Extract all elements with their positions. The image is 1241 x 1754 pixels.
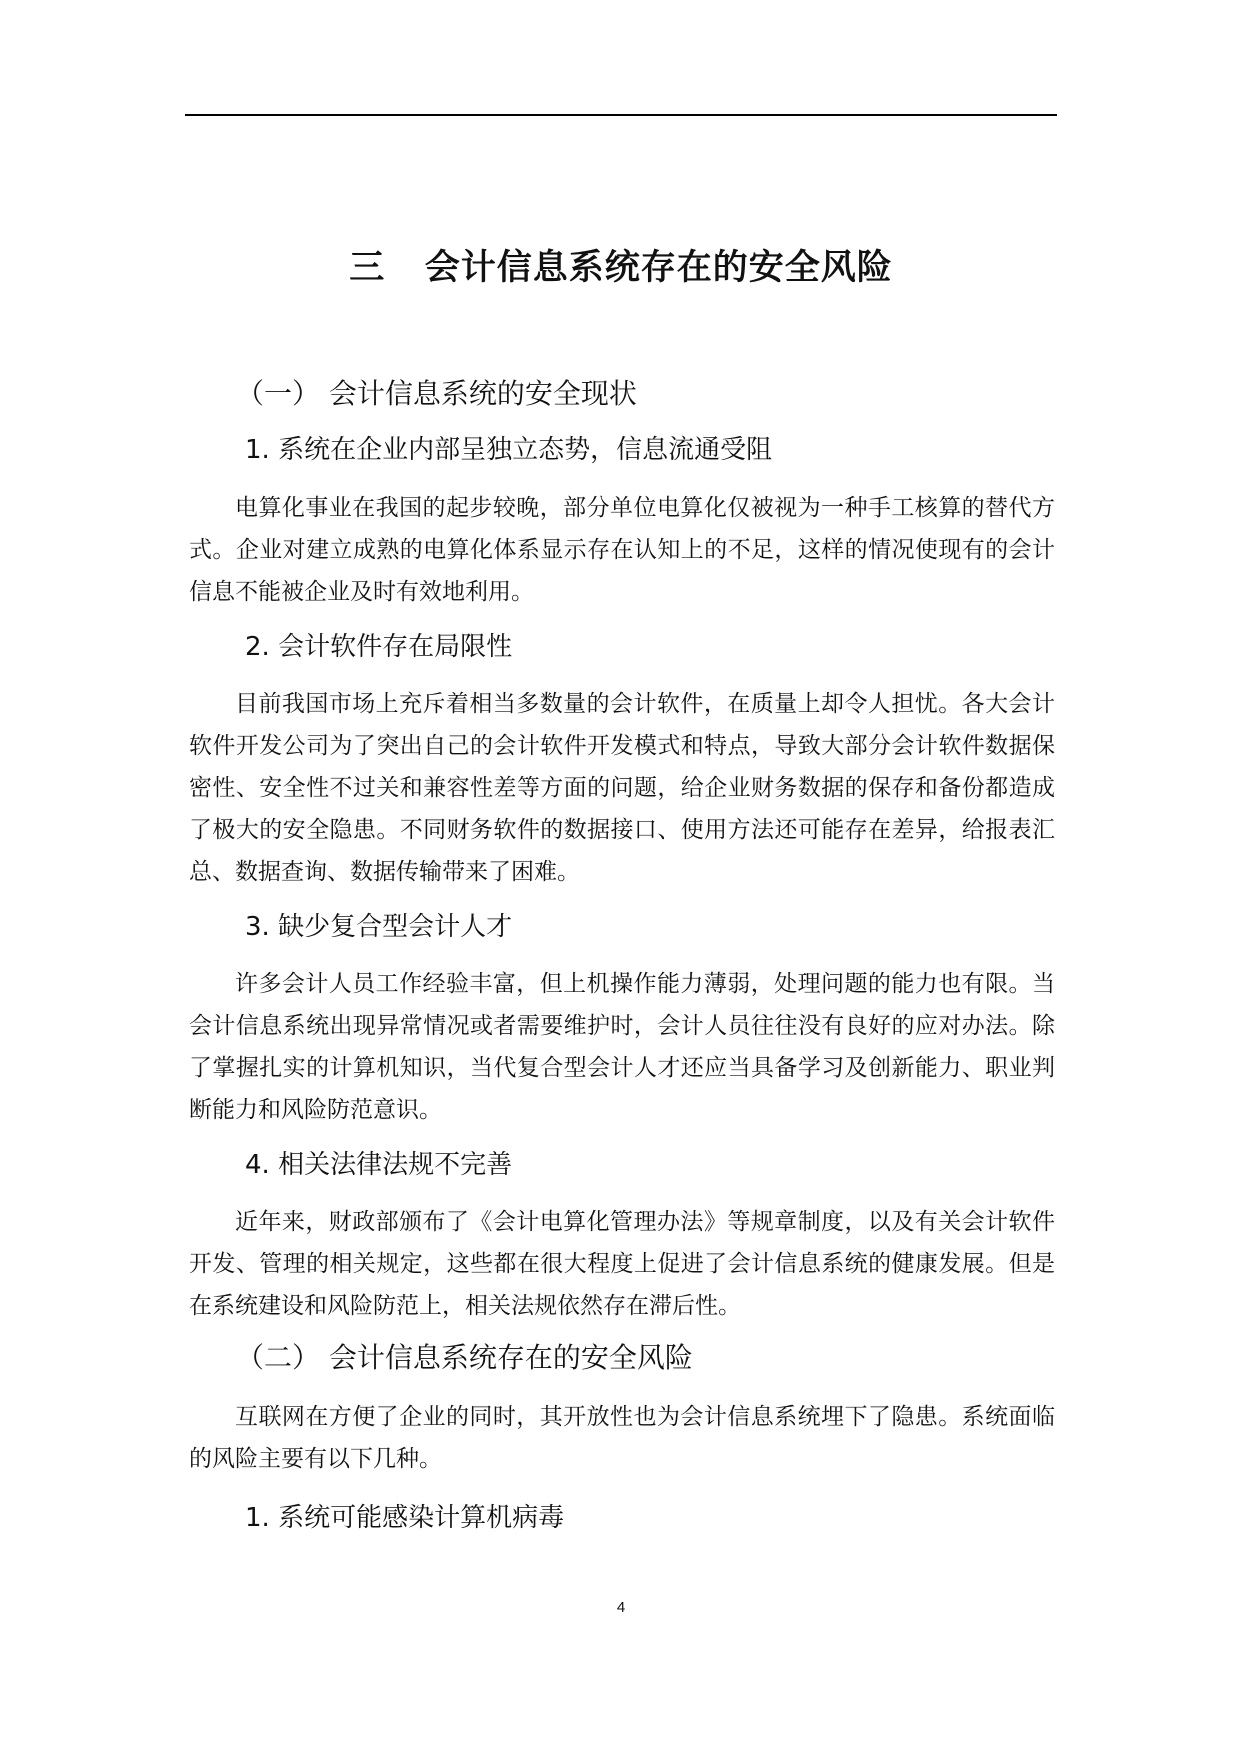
page-number: 4 [616,1599,626,1616]
paragraph-talent-shortage: 许多会计人员工作经验丰富，但上机操作能力薄弱，处理问题的能力也有限。当会计信息系统出现异常情况或者需要维护时，会计人员往往没有良好的应对办法。除了掌握扎实的计算机知识，当代复合型会计人才还应当具备学习及创新能力、职业判断能力和风险防范意识。 [189,971,1055,1123]
section-heading-security-risks: （二） 会计信息系统存在的安全风险 [236,1341,693,1374]
paragraph-regulations: 近年来，财政部颁布了《会计电算化管理办法》等规章制度，以及有关会计软件开发、管理的相关规定，这些都在很大程度上促进了会计信息系统的健康发展。但是在系统建设和风险防范上，相关法规依然存在滞后性。 [189,1209,1055,1319]
subsection-heading-software-limitations: 2. 会计软件存在局限性 [245,632,513,662]
subsection-heading-computer-virus: 1. 系统可能感染计算机病毒 [245,1503,565,1533]
subsection-heading-isolated-system: 1. 系统在企业内部呈独立态势，信息流通受阻 [245,435,773,465]
paragraph-security-risks-intro: 互联网在方便了企业的同时，其开放性也为会计信息系统埋下了隐患。系统面临的风险主要有以下几种。 [189,1404,1055,1472]
chapter-title: 三 会计信息系统存在的安全风险 [349,248,893,288]
paragraph-software-limitations: 目前我国市场上充斥着相当多数量的会计软件，在质量上却令人担忧。各大会计软件开发公司为了突出自己的会计软件开发模式和特点，导致大部分会计软件数据保密性、安全性不过关和兼容性差等方面的问题，给企业财务数据的保存和备份都造成了极大的安全隐患。不同财务软件的数据接口、使用方法还可能存在差异，给报表汇总、数据查询、数据传输带来了困难。 [189,691,1055,885]
header-rule [185,114,1057,116]
subsection-heading-regulations: 4. 相关法律法规不完善 [245,1150,513,1180]
section-heading-current-status: （一） 会计信息系统的安全现状 [236,377,637,410]
subsection-heading-talent-shortage: 3. 缺少复合型会计人才 [245,912,513,942]
paragraph-isolated-system: 电算化事业在我国的起步较晚，部分单位电算化仅被视为一种手工核算的替代方式。企业对建立成熟的电算化体系显示存在认知上的不足，这样的情况使现有的会计信息不能被企业及时有效地利用。 [189,495,1055,605]
